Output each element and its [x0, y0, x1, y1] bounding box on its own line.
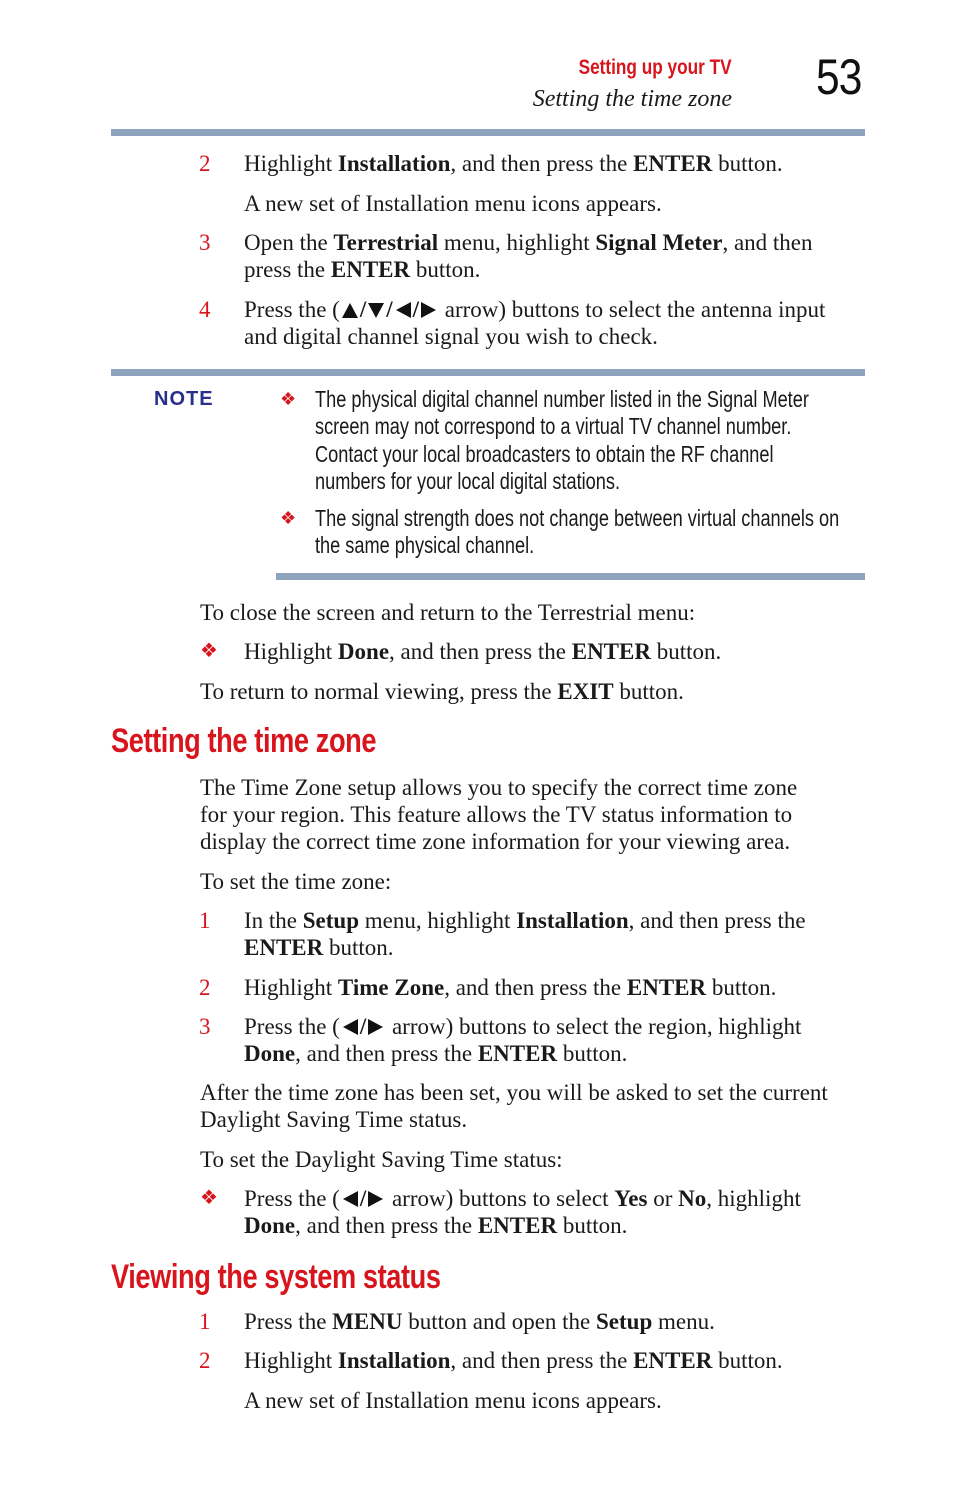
step-number: 3	[199, 1014, 211, 1039]
section-heading: Viewing the system status	[111, 1258, 441, 1296]
arrow-up-icon	[341, 301, 359, 319]
running-header-subsection: Setting the time zone	[532, 86, 732, 112]
arrow-right-icon	[420, 301, 438, 319]
step-number: 3	[199, 230, 211, 255]
note-top-rule	[111, 369, 865, 376]
bullet-icon: ❖	[200, 1187, 218, 1209]
step-text: Press the MENU button and open the Setup menu.	[244, 1309, 715, 1334]
step-subtext: A new set of Installation menu icons appears.	[244, 191, 662, 216]
paragraph: To close the screen and return to the Terrestrial menu:	[200, 600, 696, 625]
step-text-cont: ENTER button.	[244, 935, 394, 960]
note-item: The physical digital channel number listed in the Signal Meter screen may not correspond to a virtual TV channel number. Contact your local broadcasters to obtain the RF channel numbers for your local digital stations.	[315, 386, 809, 494]
paragraph: To set the Daylight Saving Time status:	[200, 1147, 563, 1172]
step-text-cont: and digital channel signal you wish to check.	[244, 324, 658, 349]
running-header-section: Setting up your TV	[578, 56, 732, 79]
arrow-left-icon	[341, 1018, 359, 1036]
bullet-text-cont: Done, and then press the ENTER button.	[244, 1213, 628, 1238]
arrow-right-icon	[367, 1018, 385, 1036]
step-number: 1	[199, 908, 211, 933]
note-bullet-icon: ❖	[280, 389, 297, 409]
step-number: 4	[199, 297, 211, 322]
bullet-text: Press the ( / arrow) buttons to select Yes or No, highlight	[244, 1186, 801, 1211]
section-heading: Setting the time zone	[111, 722, 377, 760]
note-item: The signal strength does not change between virtual channels on the same physical channel.	[315, 505, 840, 559]
paragraph: To return to normal viewing, press the EXIT button.	[200, 679, 684, 704]
bullet-icon: ❖	[200, 640, 218, 662]
page-number: 53	[816, 49, 862, 105]
bullet-text: Highlight Done, and then press the ENTER button.	[244, 639, 722, 664]
step-number: 2	[199, 1348, 211, 1373]
step-number: 2	[199, 975, 211, 1000]
step-text: In the Setup menu, highlight Installation, and then press the	[244, 908, 806, 933]
paragraph: After the time zone has been set, you will be asked to set the current Daylight Saving Time status.	[200, 1080, 828, 1132]
paragraph: The Time Zone setup allows you to specify the correct time zone for your region. This feature allows the TV status information to display the correct time zone information for your viewing area.	[200, 775, 798, 854]
paragraph: To set the time zone:	[200, 869, 392, 894]
step-text: Open the Terrestrial menu, highlight Signal Meter, and then	[244, 230, 813, 255]
step-number: 1	[199, 1309, 211, 1334]
note-bullet-icon: ❖	[280, 508, 297, 528]
arrow-down-icon	[367, 301, 385, 319]
step-text: Highlight Installation, and then press the ENTER button.	[244, 1348, 783, 1373]
step-subtext: A new set of Installation menu icons appears.	[244, 1388, 662, 1413]
step-text: Press the ( / / / arrow) buttons to select the antenna input	[244, 297, 826, 322]
note-bottom-rule	[276, 573, 865, 580]
step-number: 2	[199, 151, 211, 176]
arrow-left-icon	[394, 301, 412, 319]
note-label: NOTE	[154, 388, 214, 410]
arrow-left-icon	[341, 1190, 359, 1208]
header-rule	[111, 129, 865, 136]
step-text-cont: press the ENTER button.	[244, 257, 481, 282]
arrow-right-icon	[367, 1190, 385, 1208]
step-text: Highlight Installation, and then press the ENTER button.	[244, 151, 783, 176]
step-text: Highlight Time Zone, and then press the ENTER button.	[244, 975, 777, 1000]
step-text-cont: Done, and then press the ENTER button.	[244, 1041, 628, 1066]
step-text: Press the ( / arrow) buttons to select the region, highlight	[244, 1014, 802, 1039]
